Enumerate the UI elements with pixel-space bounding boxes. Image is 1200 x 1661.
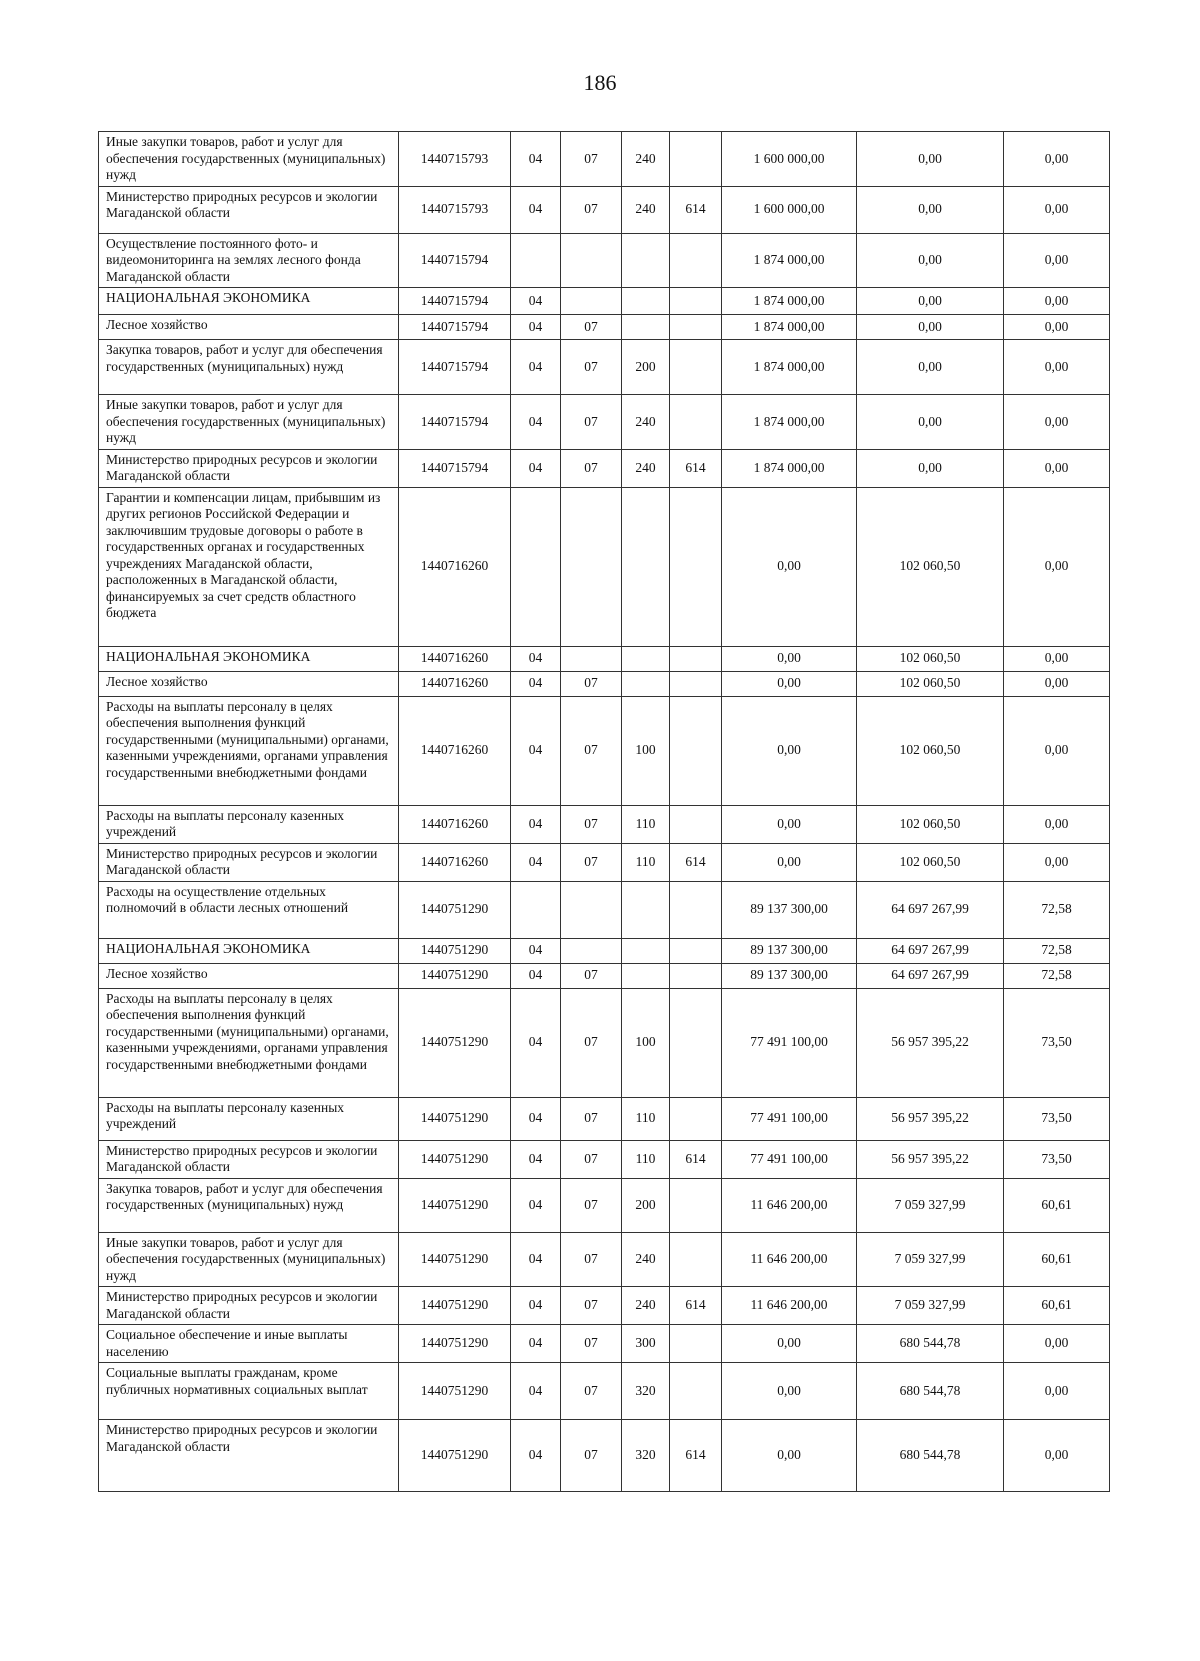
row-name: Социальные выплаты гражданам, кроме публичных нормативных социальных выплат [99,1363,399,1420]
row-target-code: 1440715793 [399,132,511,187]
row-subsection: 07 [561,1363,622,1420]
row-name: Расходы на выплаты персоналу в целях обеспечения выполнения функций государственными (муниципальными) органами, казенными учреждениями, органами управления государственными внебюджетными фондами [99,696,399,805]
row-expense-type: 200 [622,340,670,395]
row-planned-amount: 1 874 000,00 [722,315,857,340]
row-expense-type [622,288,670,315]
table-row [99,288,1110,315]
row-executed-amount: 102 060,50 [857,671,1004,696]
row-section: 04 [511,805,561,843]
table-row [99,1097,1110,1140]
row-name: НАЦИОНАЛЬНАЯ ЭКОНОМИКА [99,646,399,671]
row-subsection: 07 [561,1140,622,1178]
row-planned-amount: 1 874 000,00 [722,449,857,487]
row-planned-amount: 1 874 000,00 [722,340,857,395]
row-administrator-code [670,1178,722,1232]
row-planned-amount: 0,00 [722,671,857,696]
row-target-code: 1440751290 [399,881,511,938]
row-executed-amount: 64 697 267,99 [857,938,1004,963]
row-administrator-code [670,132,722,187]
row-section: 04 [511,315,561,340]
row-expense-type: 320 [622,1363,670,1420]
row-name: Министерство природных ресурсов и экологии Магаданской области [99,843,399,881]
row-administrator-code [670,1097,722,1140]
row-planned-amount: 1 600 000,00 [722,186,857,233]
row-section: 04 [511,395,561,450]
row-subsection: 07 [561,1287,622,1325]
row-target-code: 1440715794 [399,233,511,288]
row-target-code: 1440751290 [399,1140,511,1178]
row-target-code: 1440716260 [399,805,511,843]
row-executed-amount: 680 544,78 [857,1420,1004,1492]
row-execution-percent: 0,00 [1004,449,1110,487]
row-name: Лесное хозяйство [99,315,399,340]
row-administrator-code [670,963,722,988]
table-row [99,186,1110,233]
row-executed-amount: 7 059 327,99 [857,1232,1004,1287]
table-row [99,671,1110,696]
row-administrator-code: 614 [670,449,722,487]
row-administrator-code [670,315,722,340]
row-subsection [561,881,622,938]
row-section: 04 [511,938,561,963]
table-row [99,988,1110,1097]
table-row [99,1363,1110,1420]
row-section: 04 [511,1178,561,1232]
row-section: 04 [511,1232,561,1287]
row-section: 04 [511,1325,561,1363]
row-executed-amount: 102 060,50 [857,805,1004,843]
row-administrator-code [670,487,722,646]
row-executed-amount: 0,00 [857,186,1004,233]
row-administrator-code [670,288,722,315]
row-execution-percent: 0,00 [1004,288,1110,315]
row-target-code: 1440716260 [399,646,511,671]
row-name: Закупка товаров, работ и услуг для обеспечения государственных (муниципальных) нужд [99,1178,399,1232]
row-section [511,233,561,288]
row-target-code: 1440751290 [399,1287,511,1325]
row-execution-percent: 0,00 [1004,395,1110,450]
row-section: 04 [511,696,561,805]
row-executed-amount: 56 957 395,22 [857,988,1004,1097]
row-subsection: 07 [561,1325,622,1363]
row-name: Расходы на осуществление отдельных полномочий в области лесных отношений [99,881,399,938]
row-target-code: 1440716260 [399,487,511,646]
row-expense-type: 240 [622,449,670,487]
table-row [99,132,1110,187]
row-name: Министерство природных ресурсов и экологии Магаданской области [99,186,399,233]
table-row [99,646,1110,671]
row-target-code: 1440716260 [399,696,511,805]
row-subsection [561,233,622,288]
row-subsection: 07 [561,449,622,487]
table-row [99,340,1110,395]
row-planned-amount: 89 137 300,00 [722,881,857,938]
table-row [99,843,1110,881]
row-administrator-code [670,340,722,395]
row-subsection: 07 [561,340,622,395]
row-execution-percent: 0,00 [1004,1420,1110,1492]
row-execution-percent: 0,00 [1004,340,1110,395]
row-planned-amount: 1 600 000,00 [722,132,857,187]
row-name: Расходы на выплаты персоналу казенных учреждений [99,1097,399,1140]
row-expense-type: 100 [622,988,670,1097]
row-administrator-code [670,696,722,805]
row-executed-amount: 56 957 395,22 [857,1140,1004,1178]
row-execution-percent: 72,58 [1004,963,1110,988]
row-name: Министерство природных ресурсов и экологии Магаданской области [99,1287,399,1325]
row-name: Министерство природных ресурсов и экологии Магаданской области [99,1420,399,1492]
row-administrator-code [670,646,722,671]
row-expense-type: 300 [622,1325,670,1363]
row-executed-amount: 0,00 [857,233,1004,288]
row-expense-type: 110 [622,1097,670,1140]
row-name: Иные закупки товаров, работ и услуг для обеспечения государственных (муниципальных) нужд [99,132,399,187]
row-target-code: 1440715794 [399,395,511,450]
row-execution-percent: 72,58 [1004,881,1110,938]
row-planned-amount: 89 137 300,00 [722,938,857,963]
row-administrator-code [670,988,722,1097]
row-expense-type: 100 [622,696,670,805]
row-executed-amount: 64 697 267,99 [857,963,1004,988]
row-planned-amount: 0,00 [722,1420,857,1492]
row-name: Социальное обеспечение и иные выплаты населению [99,1325,399,1363]
table-row [99,395,1110,450]
row-execution-percent: 60,61 [1004,1287,1110,1325]
row-target-code: 1440751290 [399,1325,511,1363]
row-expense-type: 200 [622,1178,670,1232]
row-subsection: 07 [561,1232,622,1287]
row-expense-type: 110 [622,1140,670,1178]
row-execution-percent: 0,00 [1004,805,1110,843]
row-section: 04 [511,1363,561,1420]
row-subsection [561,646,622,671]
row-section: 04 [511,1140,561,1178]
row-subsection: 07 [561,1097,622,1140]
row-execution-percent: 0,00 [1004,1325,1110,1363]
row-section: 04 [511,288,561,315]
row-expense-type [622,881,670,938]
row-subsection [561,288,622,315]
row-subsection [561,938,622,963]
row-expense-type [622,233,670,288]
row-section [511,881,561,938]
row-target-code: 1440751290 [399,1363,511,1420]
table-row [99,805,1110,843]
row-name: Расходы на выплаты персоналу казенных учреждений [99,805,399,843]
table-row [99,233,1110,288]
row-subsection: 07 [561,1178,622,1232]
table-row [99,1420,1110,1492]
row-section: 04 [511,186,561,233]
row-planned-amount: 0,00 [722,696,857,805]
row-planned-amount: 0,00 [722,487,857,646]
row-administrator-code [670,233,722,288]
row-planned-amount: 11 646 200,00 [722,1287,857,1325]
row-expense-type [622,646,670,671]
table-row [99,1178,1110,1232]
row-subsection: 07 [561,963,622,988]
row-section: 04 [511,340,561,395]
table-row [99,696,1110,805]
row-subsection: 07 [561,395,622,450]
row-planned-amount: 1 874 000,00 [722,395,857,450]
row-name: НАЦИОНАЛЬНАЯ ЭКОНОМИКА [99,938,399,963]
row-target-code: 1440751290 [399,988,511,1097]
row-subsection: 07 [561,671,622,696]
row-target-code: 1440715794 [399,449,511,487]
row-administrator-code [670,395,722,450]
row-expense-type: 240 [622,1287,670,1325]
row-administrator-code [670,1232,722,1287]
row-administrator-code: 614 [670,1140,722,1178]
row-planned-amount: 0,00 [722,843,857,881]
row-planned-amount: 89 137 300,00 [722,963,857,988]
row-planned-amount: 0,00 [722,805,857,843]
row-administrator-code: 614 [670,186,722,233]
row-administrator-code [670,805,722,843]
row-subsection: 07 [561,805,622,843]
row-execution-percent: 0,00 [1004,487,1110,646]
row-executed-amount: 0,00 [857,288,1004,315]
row-executed-amount: 102 060,50 [857,646,1004,671]
row-target-code: 1440751290 [399,938,511,963]
row-target-code: 1440716260 [399,671,511,696]
row-administrator-code [670,1363,722,1420]
row-executed-amount: 680 544,78 [857,1363,1004,1420]
row-execution-percent: 0,00 [1004,696,1110,805]
row-planned-amount: 77 491 100,00 [722,1097,857,1140]
table-row [99,449,1110,487]
row-executed-amount: 102 060,50 [857,487,1004,646]
row-executed-amount: 0,00 [857,315,1004,340]
row-subsection: 07 [561,696,622,805]
row-executed-amount: 102 060,50 [857,696,1004,805]
row-execution-percent: 0,00 [1004,186,1110,233]
row-target-code: 1440751290 [399,1178,511,1232]
table-row [99,1232,1110,1287]
row-planned-amount: 1 874 000,00 [722,233,857,288]
table-row [99,963,1110,988]
row-name: Лесное хозяйство [99,671,399,696]
row-planned-amount: 11 646 200,00 [722,1232,857,1287]
row-executed-amount: 56 957 395,22 [857,1097,1004,1140]
row-section: 04 [511,646,561,671]
row-planned-amount: 1 874 000,00 [722,288,857,315]
row-expense-type: 110 [622,843,670,881]
table-row [99,1140,1110,1178]
row-executed-amount: 0,00 [857,395,1004,450]
row-name: Осуществление постоянного фото- и видеомониторинга на землях лесного фонда Магаданской области [99,233,399,288]
row-expense-type: 240 [622,186,670,233]
row-subsection [561,487,622,646]
row-expense-type: 110 [622,805,670,843]
row-expense-type: 240 [622,1232,670,1287]
row-administrator-code [670,1325,722,1363]
row-target-code: 1440751290 [399,1420,511,1492]
row-target-code: 1440715794 [399,288,511,315]
row-section: 04 [511,1420,561,1492]
row-planned-amount: 11 646 200,00 [722,1178,857,1232]
row-section: 04 [511,963,561,988]
row-executed-amount: 0,00 [857,132,1004,187]
row-section: 04 [511,671,561,696]
row-section: 04 [511,988,561,1097]
page-number: 186 [583,70,617,95]
row-section [511,487,561,646]
row-executed-amount: 0,00 [857,340,1004,395]
row-administrator-code [670,938,722,963]
row-planned-amount: 77 491 100,00 [722,1140,857,1178]
row-expense-type [622,315,670,340]
table-row [99,315,1110,340]
row-name: НАЦИОНАЛЬНАЯ ЭКОНОМИКА [99,288,399,315]
row-execution-percent: 73,50 [1004,988,1110,1097]
row-execution-percent: 0,00 [1004,646,1110,671]
row-section: 04 [511,843,561,881]
row-executed-amount: 0,00 [857,449,1004,487]
row-expense-type [622,963,670,988]
row-administrator-code: 614 [670,843,722,881]
row-target-code: 1440751290 [399,1232,511,1287]
row-execution-percent: 73,50 [1004,1140,1110,1178]
row-expense-type [622,671,670,696]
row-administrator-code: 614 [670,1287,722,1325]
row-section: 04 [511,449,561,487]
row-execution-percent: 0,00 [1004,315,1110,340]
row-target-code: 1440715794 [399,340,511,395]
row-target-code: 1440715794 [399,315,511,340]
row-administrator-code: 614 [670,1420,722,1492]
row-subsection: 07 [561,132,622,187]
row-section: 04 [511,132,561,187]
row-execution-percent: 72,58 [1004,938,1110,963]
row-administrator-code [670,671,722,696]
table-row [99,881,1110,938]
row-name: Лесное хозяйство [99,963,399,988]
row-expense-type [622,487,670,646]
row-name: Иные закупки товаров, работ и услуг для обеспечения государственных (муниципальных) нужд [99,395,399,450]
row-name: Иные закупки товаров, работ и услуг для обеспечения государственных (муниципальных) нужд [99,1232,399,1287]
row-target-code: 1440751290 [399,963,511,988]
row-name: Закупка товаров, работ и услуг для обеспечения государственных (муниципальных) нужд [99,340,399,395]
budget-table [98,131,1110,1492]
table-body [99,132,1110,1492]
row-subsection: 07 [561,1420,622,1492]
row-executed-amount: 102 060,50 [857,843,1004,881]
row-subsection: 07 [561,988,622,1097]
table-row [99,1287,1110,1325]
row-subsection: 07 [561,186,622,233]
row-name: Расходы на выплаты персоналу в целях обеспечения выполнения функций государственными (муниципальными) органами, казенными учреждениями, органами управления государственными внебюджетными фондами [99,988,399,1097]
row-expense-type: 320 [622,1420,670,1492]
row-executed-amount: 7 059 327,99 [857,1287,1004,1325]
row-expense-type [622,938,670,963]
row-expense-type: 240 [622,395,670,450]
row-target-code: 1440715793 [399,186,511,233]
row-section: 04 [511,1097,561,1140]
row-planned-amount: 0,00 [722,1325,857,1363]
row-planned-amount: 0,00 [722,646,857,671]
row-section: 04 [511,1287,561,1325]
row-execution-percent: 60,61 [1004,1232,1110,1287]
row-target-code: 1440716260 [399,843,511,881]
row-target-code: 1440751290 [399,1097,511,1140]
row-subsection: 07 [561,315,622,340]
row-expense-type: 240 [622,132,670,187]
row-name: Министерство природных ресурсов и экологии Магаданской области [99,449,399,487]
table-row [99,1325,1110,1363]
row-execution-percent: 0,00 [1004,1363,1110,1420]
row-execution-percent: 0,00 [1004,671,1110,696]
row-subsection: 07 [561,843,622,881]
row-administrator-code [670,881,722,938]
table-row [99,938,1110,963]
row-execution-percent: 0,00 [1004,132,1110,187]
row-executed-amount: 64 697 267,99 [857,881,1004,938]
row-planned-amount: 77 491 100,00 [722,988,857,1097]
row-executed-amount: 7 059 327,99 [857,1178,1004,1232]
row-execution-percent: 0,00 [1004,843,1110,881]
row-name: Гарантии и компенсации лицам, прибывшим из других регионов Российской Федерации и заключившим трудовые договоры о работе в государственных органах и государственных учреждениях Магаданской области, расположенных в Магаданской области, финансируемых за счет средств областного бюджета [99,487,399,646]
row-execution-percent: 0,00 [1004,233,1110,288]
row-name: Министерство природных ресурсов и экологии Магаданской области [99,1140,399,1178]
row-planned-amount: 0,00 [722,1363,857,1420]
row-executed-amount: 680 544,78 [857,1325,1004,1363]
row-execution-percent: 73,50 [1004,1097,1110,1140]
row-execution-percent: 60,61 [1004,1178,1110,1232]
table-row [99,487,1110,646]
